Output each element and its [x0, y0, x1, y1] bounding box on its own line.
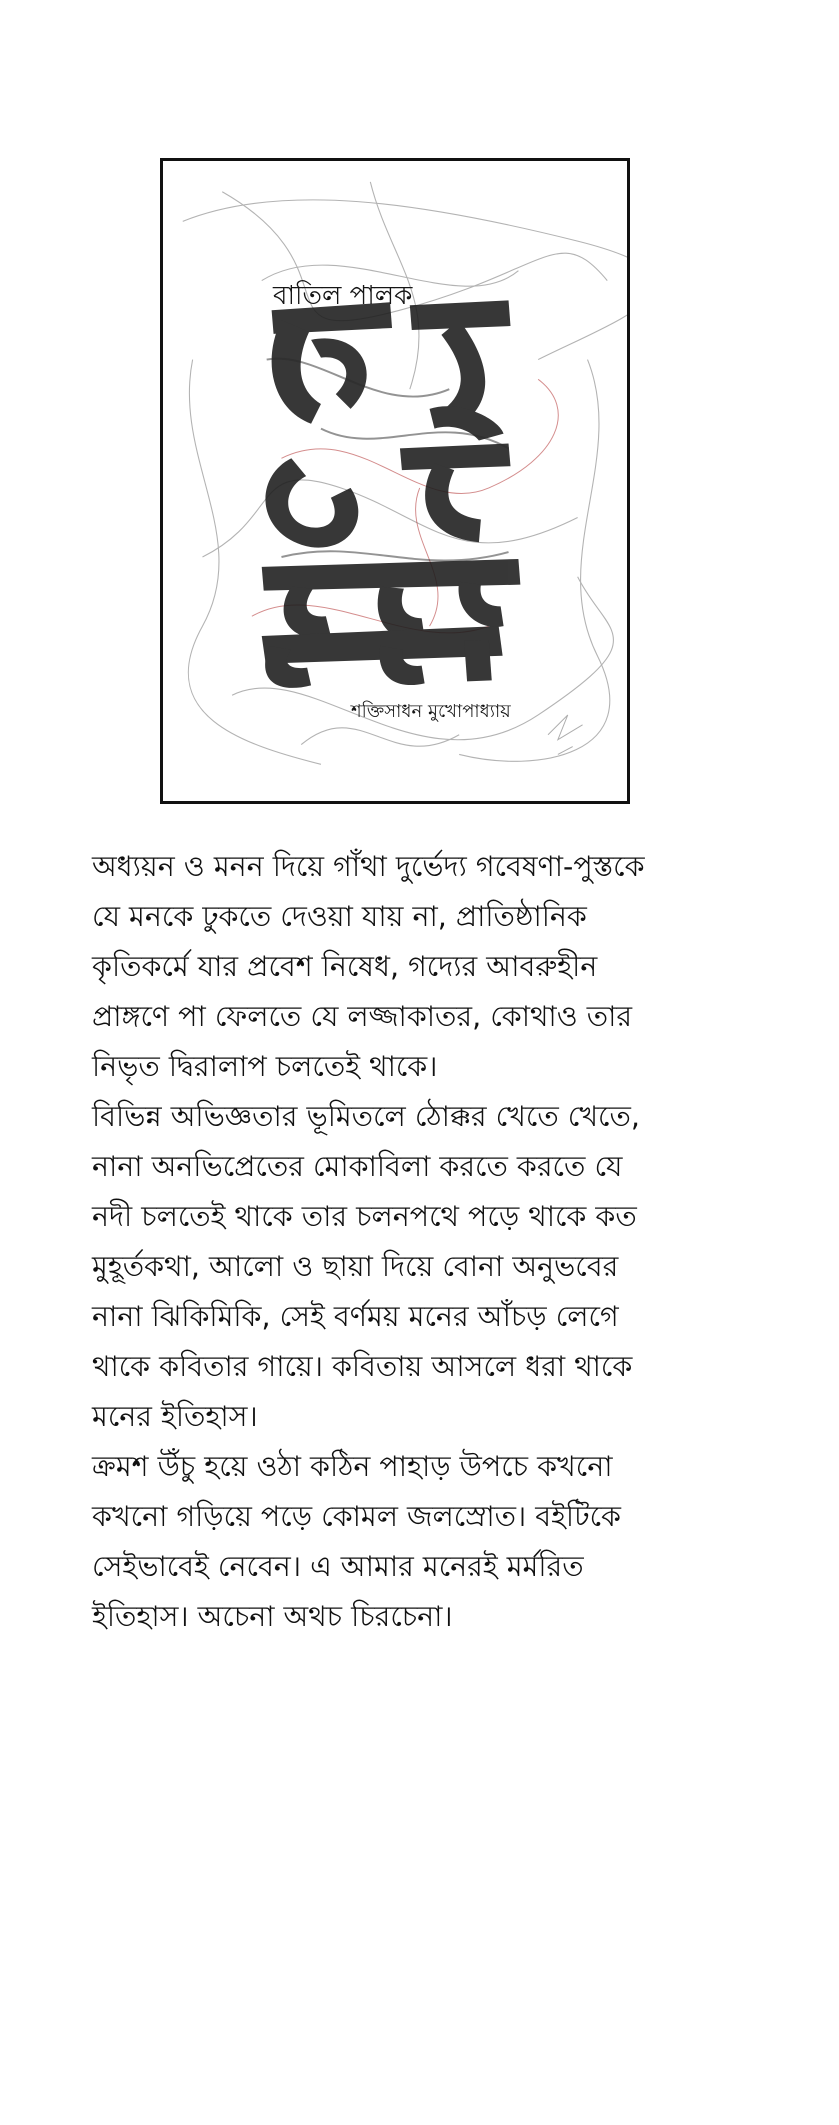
blurb-line: নিভৃত দ্বিরালাপ চলতেই থাকে।: [92, 1050, 438, 1083]
blurb-line: কৃতিকর্মে যার প্রবেশ নিষেধ, গদ্যের আবরুহীন: [92, 950, 598, 983]
blurb-line: প্রাঙ্গণে পা ফেলতে যে লজ্জাকাতর, কোথাও তার: [92, 1000, 633, 1033]
blurb-line: যে মনকে ঢুকতে দেওয়া যায় না, প্রাতিষ্ঠানিক: [92, 900, 587, 933]
blurb-line: সেইভাবেই নেবেন। এ আমার মনেরই মর্মরিত: [92, 1550, 584, 1583]
blurb-line: থাকে কবিতার গায়ে। কবিতায় আসলে ধরা থাকে: [92, 1350, 633, 1383]
blurb-paragraph: [92, 1442, 772, 1642]
blurb-line: নানা ঝিকিমিকি, সেই বর্ণময় মনের আঁচড় লেগে: [92, 1300, 619, 1333]
author-name: শক্তিসাধন মুখোপাধ্যায়: [351, 701, 511, 722]
blurb-paragraph: [92, 1092, 772, 1442]
blurb-line: মনের ইতিহাস।: [92, 1400, 258, 1433]
book-cover: [160, 158, 630, 804]
series-label: বাতিল পালক: [273, 281, 413, 311]
blurb-line: ইতিহাস। অচেনা অথচ চিরচেনা।: [92, 1600, 453, 1633]
blurb-line: মুহূর্তকথা, আলো ও ছায়া দিয়ে বোনা অনুভবের: [92, 1250, 619, 1283]
blurb-paragraph: [92, 842, 772, 1092]
blurb-line: নানা অনভিপ্রেতের মোকাবিলা করতে করতে যে: [92, 1150, 623, 1183]
blurb-line: অধ্যয়ন ও মনন দিয়ে গাঁথা দুর্ভেদ্য গবেষণা-পুস্তকে: [92, 850, 645, 883]
blurb-line: নদী চলতেই থাকে তার চলনপথে পড়ে থাকে কত: [92, 1200, 637, 1233]
blurb-line: ক্রমশ উঁচু হয়ে ওঠা কঠিন পাহাড় উপচে কখনো: [92, 1450, 613, 1483]
blurb-line: বিভিন্ন অভিজ্ঞতার ভূমিতলে ঠোক্কর খেতে খেতে,: [92, 1100, 640, 1133]
blurb-line: কখনো গড়িয়ে পড়ে কোমল জলস্রোত। বইটিকে: [92, 1500, 621, 1533]
blurb-text: [92, 842, 772, 1642]
